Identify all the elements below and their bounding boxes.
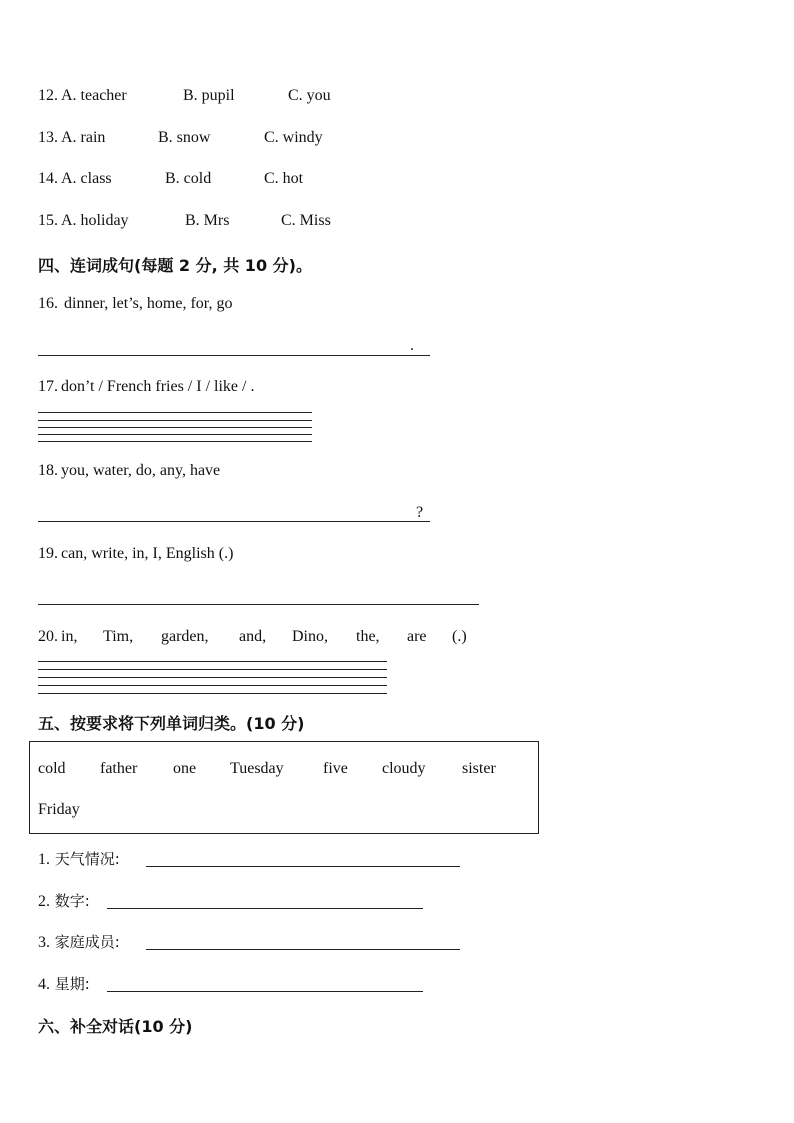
answer-line [38,685,387,686]
question-number: 16. [38,295,58,312]
scrambled-words: you, water, do, any, have [61,462,221,479]
answer-line [38,661,387,662]
option-b: B. snow [158,129,211,146]
question-number: 18. [38,462,58,479]
option-a: A. class [61,170,112,187]
section-5-heading: 五、按要求将下列单词归类。(10 分) [38,714,305,733]
answer-line [38,427,312,428]
answer-line [38,677,387,678]
word-bank-word: five [323,760,348,777]
word-bank-word: cloudy [382,760,426,777]
scrambled-word: garden, [161,628,209,645]
question-number: 19. [38,545,58,562]
scrambled-word: (.) [452,628,467,645]
question-number: 13. [38,129,58,146]
answer-line [38,693,387,694]
option-b: B. pupil [183,87,235,104]
scrambled-word: are [407,628,427,645]
category-label: 天气情况: [54,850,120,868]
option-b: B. Mrs [185,212,230,229]
answer-line [38,669,387,670]
answer-line [107,991,423,992]
answer-line [107,908,423,909]
section-4-heading: 四、连词成句(每题 2 分, 共 10 分)。 [38,256,312,275]
category-number: 2. [38,893,50,910]
question-number: 12. [38,87,58,104]
scrambled-words: can, write, in, I, English (.) [61,545,234,562]
answer-line [146,866,460,867]
scrambled-word: in, [61,628,78,645]
category-label: 星期: [54,975,90,993]
answer-line [38,420,312,421]
word-bank-word: cold [38,760,66,777]
question-number: 20. [38,628,58,645]
option-a: A. teacher [61,87,127,104]
category-label: 数字: [54,892,90,910]
question-number: 14. [38,170,58,187]
answer-line [146,949,460,950]
word-bank-word: one [173,760,197,777]
answer-line [38,434,312,435]
word-bank-box [29,741,539,834]
category-label: 家庭成员: [54,933,120,951]
scrambled-word: Dino, [292,628,328,645]
word-bank-word: Friday [38,801,80,818]
question-number: 15. [38,212,58,229]
scrambled-words: don’t / French fries / I / like / . [61,378,255,395]
option-c: C. Miss [281,212,331,229]
word-bank-word: sister [462,760,496,777]
option-c: C. windy [264,129,323,146]
section-6-heading: 六、补全对话(10 分) [38,1017,193,1036]
scrambled-word: and, [239,628,267,645]
category-number: 3. [38,934,50,951]
scrambled-words: dinner, let’s, home, for, go [64,295,233,312]
category-number: 1. [38,851,50,868]
word-bank-word: father [100,760,138,777]
answer-line [38,355,430,356]
answer-line [38,521,430,522]
option-c: C. hot [264,170,304,187]
question-number: 17. [38,378,58,395]
scrambled-word: the, [356,628,380,645]
option-b: B. cold [165,170,212,187]
scrambled-word: Tim, [103,628,134,645]
answer-line [38,441,312,442]
answer-line [38,412,312,413]
option-a: A. holiday [61,212,129,229]
category-number: 4. [38,976,50,993]
option-c: C. you [288,87,331,104]
answer-line [38,604,479,605]
word-bank-word: Tuesday [230,760,284,777]
end-punctuation: ? [416,504,424,521]
end-punctuation: . [410,337,414,354]
option-a: A. rain [61,129,106,146]
